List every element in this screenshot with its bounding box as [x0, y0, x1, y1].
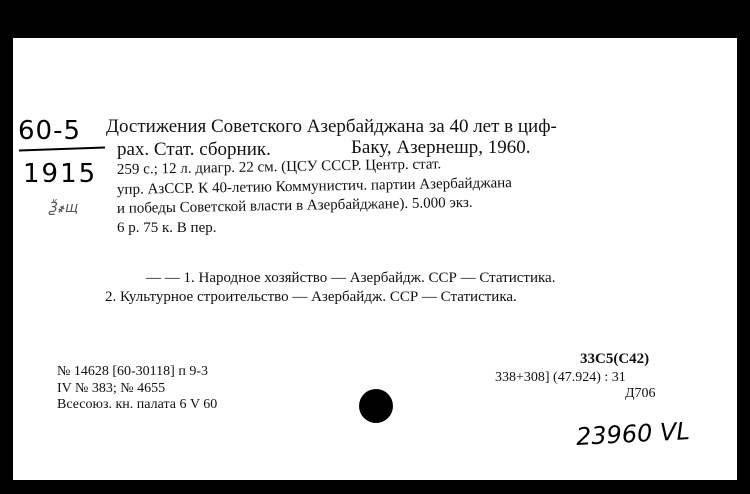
- handwritten-call-number-top: 60-5: [18, 116, 82, 146]
- entry-imprint: Баку, Азернешр, 1960.: [351, 137, 531, 158]
- classification-code: 33С5(С42): [580, 351, 650, 367]
- entry-price: 6 р. 75 к. В пер.: [117, 220, 217, 236]
- handwritten-scribble: Ѯ҂щ: [49, 200, 79, 216]
- author-mark: Д706: [625, 386, 656, 401]
- entry-title-line-2: рах. Стат. сборник.: [117, 139, 271, 160]
- entry-title-line-1: Достижения Советского Азербайджана за 40 лет в циф-: [106, 116, 557, 137]
- card-number: № 14628 [60-30118] п 9-3: [57, 364, 208, 379]
- handwritten-call-number-bottom: 1915: [23, 159, 98, 189]
- handwritten-underline: [19, 146, 105, 151]
- entry-series-note: упр. АзССР. К 40-летию Коммунистич. партии Азербайджана: [116, 175, 512, 198]
- punch-hole: [359, 389, 393, 423]
- entry-physical-description: 259 с.; 12 л. диагр. 22 см. (ЦСУ СССР. Центр. стат.: [116, 156, 442, 178]
- registration-number: IV № 383; № 4655: [57, 381, 166, 396]
- udc-code: 338+308] (47.924) : 31: [495, 370, 626, 385]
- subject-heading-2: 2. Культурное строительство — Азербайдж. ССР — Статистика.: [105, 289, 517, 305]
- entry-series-note-cont: и победы Советской власти в Азербайджане). 5.000 экз.: [116, 194, 473, 217]
- chamber-note: Всесоюз. кн. палата 6 V 60: [57, 397, 218, 412]
- handwritten-inventory-number: 23960 VL: [575, 417, 691, 451]
- subject-heading-1: — — 1. Народное хозяйство — Азербайдж. ССР — Статистика.: [146, 270, 556, 286]
